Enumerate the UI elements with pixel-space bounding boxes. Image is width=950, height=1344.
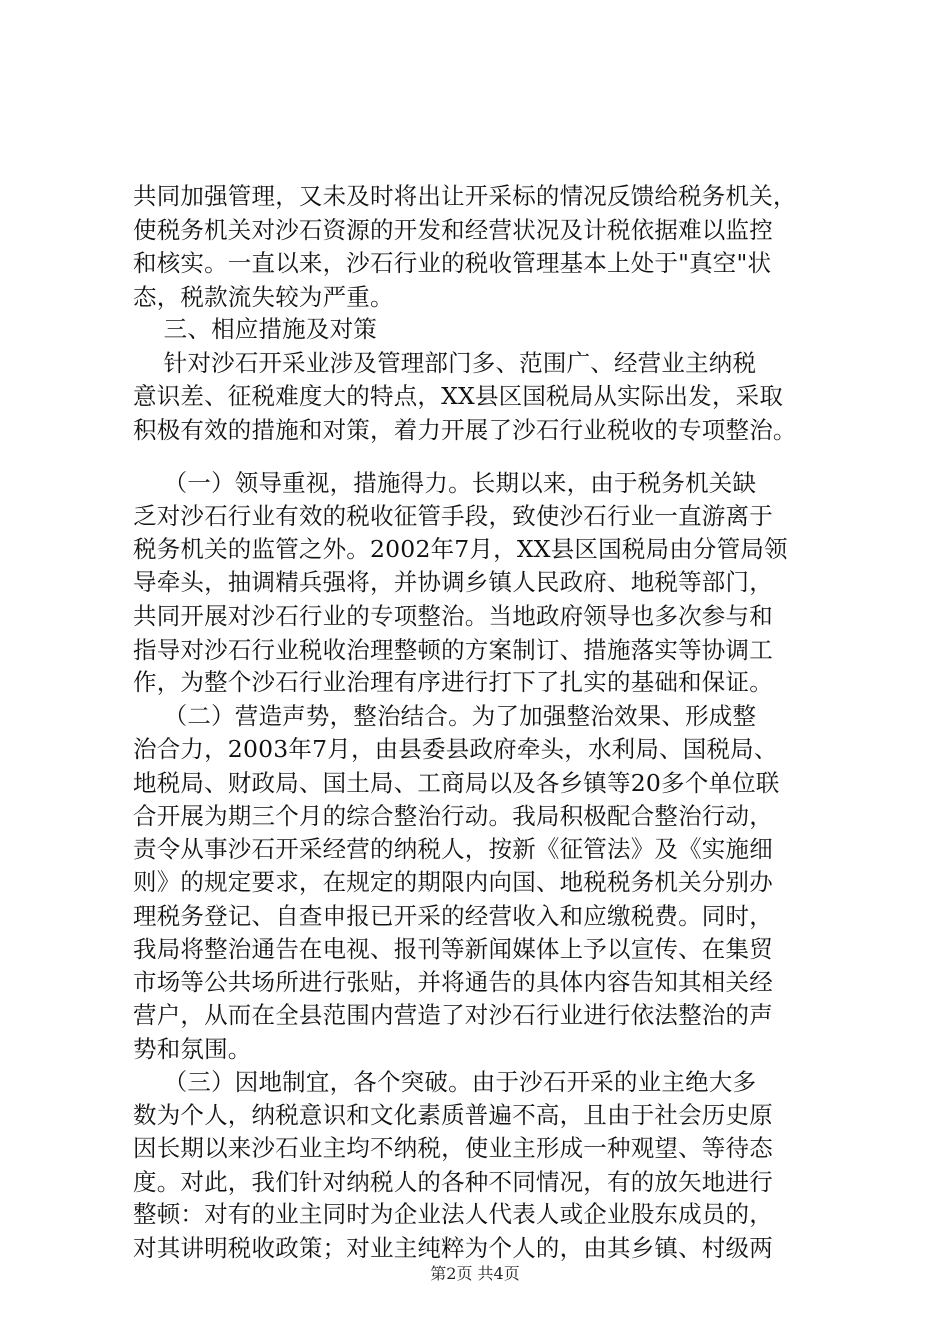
section-heading: 三、相应措施及对策 bbox=[133, 315, 377, 343]
text-line: （二）营造声势，整治结合。为了加强整治效果、形成整 bbox=[133, 702, 757, 730]
page-footer: 第2页 共4页 bbox=[430, 1264, 520, 1283]
text-line: 数为个人，纳税意识和文化素质普遍不高，且由于社会历史原 bbox=[133, 1101, 773, 1129]
text-line: 则》的规定要求，在规定的期限内向国、地税税务机关分别办 bbox=[133, 868, 773, 896]
text-line: 导牵头，抽调精兵强将，并协调乡镇人民政府、地税等部门， bbox=[133, 568, 773, 596]
text-line: 势和氛围。 bbox=[133, 1035, 252, 1063]
text-line: 治合力，2003年7月，由县委县政府牵头，水利局、国税局、 bbox=[133, 735, 778, 763]
text-line: 作，为整个沙石行业治理有序进行打下了扎实的基础和保证。 bbox=[133, 668, 773, 696]
text-line: 积极有效的措施和对策，着力开展了沙石行业税收的专项整治。 bbox=[133, 416, 797, 444]
text-line: 理税务登记、自查申报已开采的经营收入和应缴税费。同时， bbox=[133, 902, 773, 930]
text-line: 和核实。一直以来，沙石行业的税收管理基本上处于"真空"状 bbox=[133, 249, 772, 277]
text-line: 共同开展对沙石行业的专项整治。当地政府领导也多次参与和 bbox=[133, 602, 773, 630]
text-line: 使税务机关对沙石资源的开发和经营状况及计税依据难以监控 bbox=[133, 216, 773, 244]
text-line: 度。对此，我们针对纳税人的各种不同情况，有的放矢地进行 bbox=[133, 1168, 773, 1196]
text-line: 指导对沙石行业税收治理整顿的方案制订、措施落实等协调工 bbox=[133, 636, 773, 664]
text-line: （一）领导重视，措施得力。长期以来，由于税务机关缺 bbox=[133, 469, 757, 497]
text-line: 意识差、征税难度大的特点，XX县区国税局从实际出发，采取 bbox=[133, 382, 784, 410]
text-line: 对其讲明税收政策；对业主纯粹为个人的，由其乡镇、村级两 bbox=[133, 1234, 773, 1262]
text-line: 乏对沙石行业有效的税收征管手段，致使沙石行业一直游离于 bbox=[133, 502, 773, 530]
text-line: 针对沙石开采业涉及管理部门多、范围广、经营业主纳税 bbox=[133, 349, 757, 377]
text-line: 税务机关的监管之外。2002年7月，XX县区国税局由分管局领 bbox=[133, 535, 788, 563]
text-line: 整顿：对有的业主同时为企业法人代表人或企业股东成员的， bbox=[133, 1200, 773, 1228]
text-line: 态，税款流失较为严重。 bbox=[133, 283, 394, 311]
text-line: 合开展为期三个月的综合整治行动。我局积极配合整治行动， bbox=[133, 802, 773, 830]
text-line: 责令从事沙石开采经营的纳税人，按新《征管法》及《实施细 bbox=[133, 835, 773, 863]
text-line: 营户，从而在全县范围内营造了对沙石行业进行依法整治的声 bbox=[133, 1001, 773, 1029]
text-line: 市场等公共场所进行张贴，并将通告的具体内容告知其相关经 bbox=[133, 968, 773, 996]
text-line: 我局将整治通告在电视、报刊等新闻媒体上予以宣传、在集贸 bbox=[133, 935, 773, 963]
text-line: 共同加强管理，又未及时将出让开采标的情况反馈给税务机关， bbox=[133, 182, 797, 210]
text-line: （三）因地制宜，各个突破。由于沙石开采的业主绝大多 bbox=[133, 1068, 757, 1096]
text-line: 地税局、财政局、国土局、工商局以及各乡镇等20多个单位联 bbox=[133, 769, 780, 797]
text-line: 因长期以来沙石业主均不纳税，使业主形成一种观望、等待态 bbox=[133, 1134, 773, 1162]
